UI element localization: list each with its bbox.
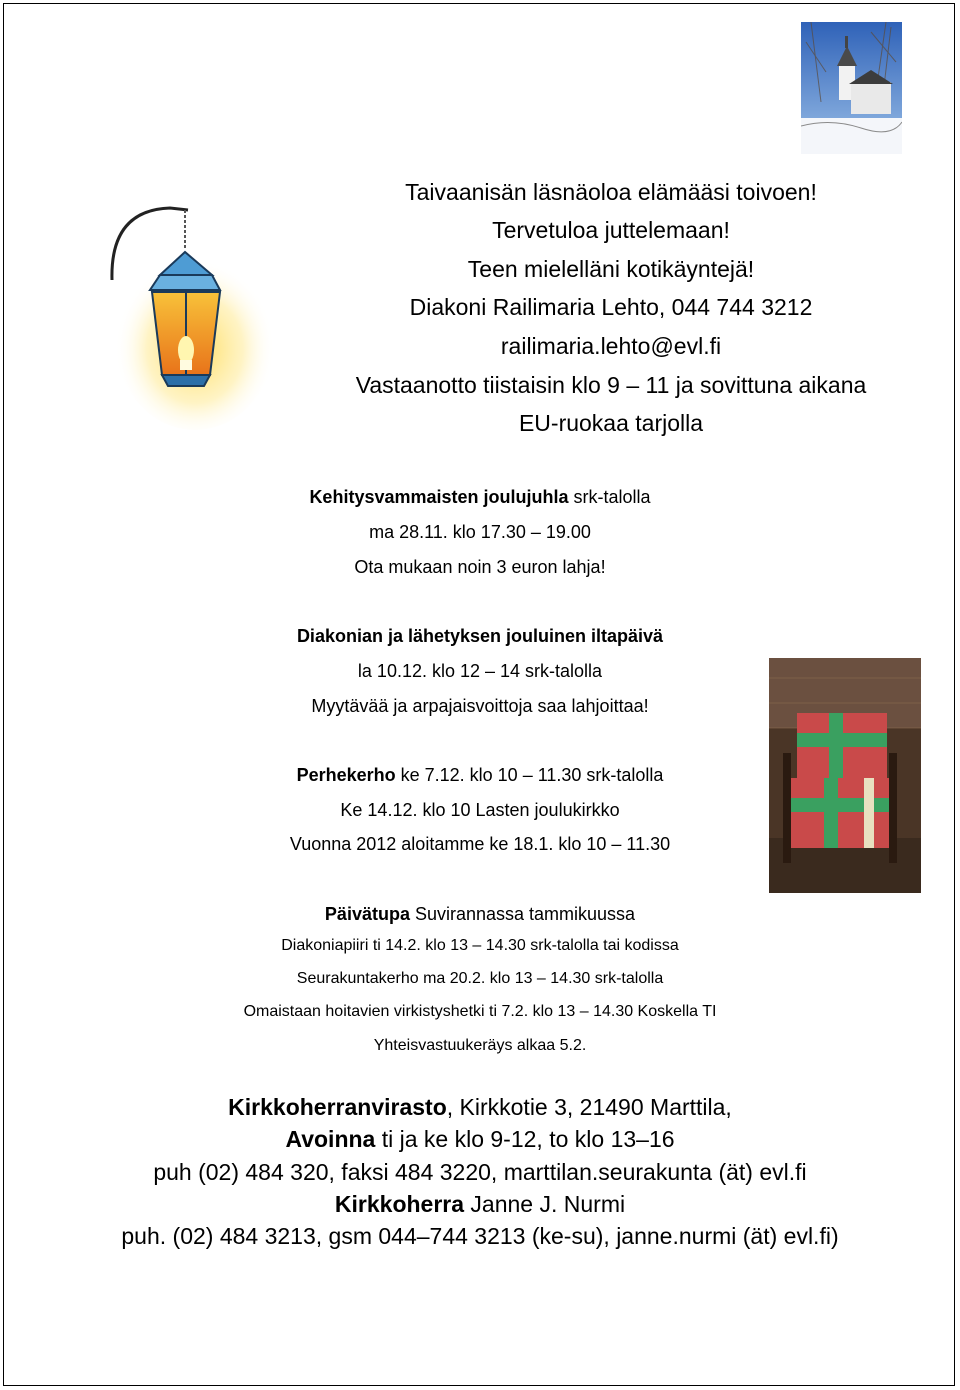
event-4-line: Diakoniapiiri ti 14.2. klo 13 – 14.30 srk-talolla tai kodissa — [281, 937, 679, 954]
deacon-email: railimaria.lehto@evl.fi — [500, 333, 722, 359]
event-2-time: la 10.12. klo 12 – 14 srk-talolla — [357, 661, 603, 681]
event-4-place: Suvirannassa tammikuussa — [409, 904, 636, 924]
office-address-text: , Kirkkotie 3, 21490 Marttila, — [446, 1094, 732, 1120]
event-3-title — [0, 765, 960, 786]
office-phone: puh (02) 484 320, faksi 484 3220, marttilan.seurakunta (ät) evl.fi — [153, 1159, 807, 1185]
deacon-contact: Diakoni Railimaria Lehto, 044 744 3212 — [409, 294, 813, 320]
intro-line: Tervetuloa juttelemaan! — [492, 217, 730, 243]
event-4-name: Päivätupa — [324, 904, 410, 924]
event-3-name: Perhekerho — [296, 765, 396, 785]
event-1-note: Ota mukaan noin 3 euron lahja! — [354, 557, 606, 577]
intro-line: Teen mielelläni kotikäyntejä! — [467, 256, 755, 282]
open-hours-text: ti ja ke klo 9-12, to klo 13–16 — [375, 1126, 675, 1152]
intro-line: Taivaanisän läsnäoloa elämääsi toivoen! — [405, 179, 817, 205]
vicar-name-text: Janne J. Nurmi — [464, 1191, 626, 1217]
event-2-title — [0, 626, 960, 647]
vicar-label: Kirkkoherra — [334, 1191, 465, 1217]
event-1-title — [0, 487, 960, 508]
vicar-name — [0, 1191, 960, 1217]
event-1-place: srk-talolla — [568, 487, 651, 507]
church-photo — [801, 22, 902, 154]
office-hours — [0, 1126, 960, 1152]
reception-hours: Vastaanotto tiistaisin klo 9 – 11 ja sovittuna aikana — [355, 372, 867, 398]
event-2-note: Myytävää ja arpajaisvoittoja saa lahjoittaa! — [311, 696, 649, 716]
event-4-title — [0, 904, 960, 925]
open-label: Avoinna — [285, 1126, 376, 1152]
vicar-contact: puh. (02) 484 3213, gsm 044–744 3213 (ke-su), janne.nurmi (ät) evl.fi) — [121, 1223, 839, 1249]
office-address — [0, 1094, 960, 1120]
event-3-line-2: Ke 14.12. klo 10 Lasten joulukirkko — [340, 800, 620, 820]
event-3-line-3: Vuonna 2012 aloitamme ke 18.1. klo 10 – 11.30 — [289, 834, 671, 854]
office-label: Kirkkoherranvirasto — [228, 1094, 447, 1120]
event-1-time: ma 28.11. klo 17.30 – 19.00 — [369, 522, 591, 542]
eu-food-note: EU-ruokaa tarjolla — [518, 410, 704, 436]
event-3-time: ke 7.12. klo 10 – 11.30 srk-talolla — [395, 765, 664, 785]
event-4-line: Omaistaan hoitavien virkistyshetki ti 7.2. klo 13 – 14.30 Koskella TI — [243, 1003, 717, 1020]
event-4-line: Yhteisvastuukeräys alkaa 5.2. — [373, 1037, 587, 1054]
event-4-line: Seurakuntakerho ma 20.2. klo 13 – 14.30 srk-talolla — [296, 970, 664, 987]
event-2-name: Diakonian ja lähetyksen jouluinen iltapäivä — [296, 626, 664, 646]
event-1-name: Kehitysvammaisten joulujuhla — [309, 487, 569, 507]
